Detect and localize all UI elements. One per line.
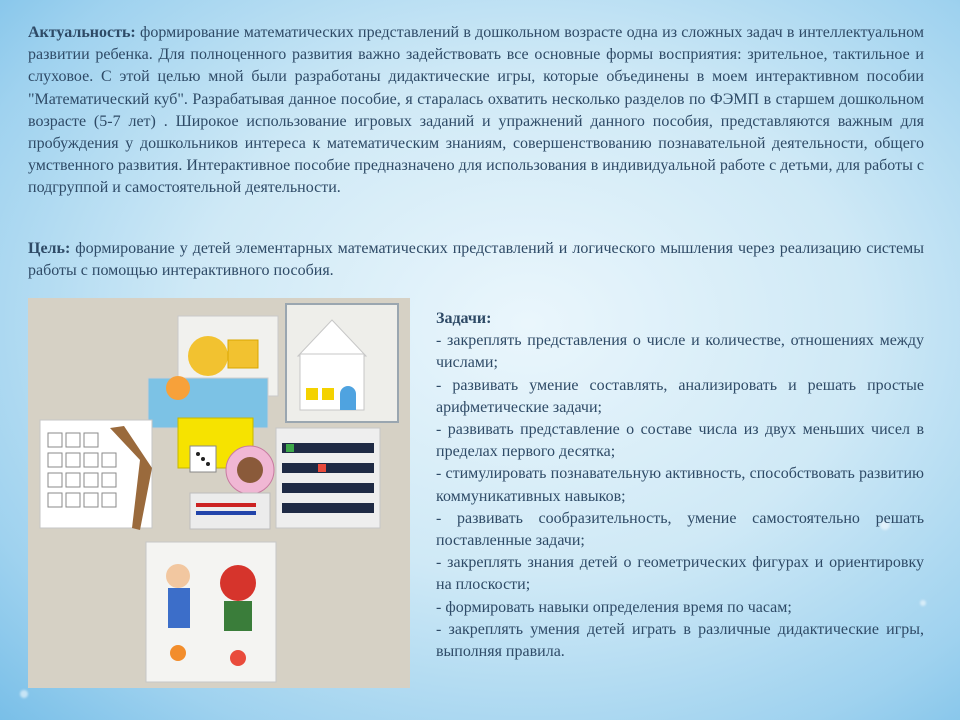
goal-label: Цель:	[28, 240, 71, 257]
math-cube-photo	[28, 298, 410, 688]
task-item: - развивать умение составлять, анализировать и решать простые арифметические задачи;	[436, 376, 924, 416]
task-item: - закреплять умения детей играть в различные дидактические игры, выполняя правила.	[436, 620, 924, 661]
tasks-title: Задачи:	[436, 310, 492, 327]
background-glow	[20, 690, 28, 698]
task-item: - развивать представление о составе числа из двух меньших чисел в пределах первого десятка;	[436, 421, 924, 461]
tasks-section	[436, 308, 924, 663]
goal-text: формирование у детей элементарных математических представлений и логического мышления через реализацию системы работы с помощью интерактивного пособия.	[28, 240, 924, 280]
task-item: - закреплять знания детей о геометрических фигурах и ориентировку на плоскости;	[436, 554, 924, 594]
math-cube-photo-illustration	[28, 298, 410, 688]
task-item: - развивать сообразительность, умение самостоятельно решать поставленные задачи;	[436, 509, 924, 550]
goal-paragraph	[28, 238, 924, 282]
task-item: - формировать навыки определения время по часам;	[436, 598, 792, 616]
task-item: - закреплять представления о числе и количестве, отношениях между числами;	[436, 332, 924, 372]
relevance-paragraph	[28, 22, 924, 200]
relevance-label: Актуальность:	[28, 24, 136, 41]
relevance-text: формирование математических представлений в дошкольном возрасте одна из сложных задач в интеллектуальном развитии ребенка. Для полноценного развития важно задействовать все основные формы восприятия: зрительное, тактильное и слуховое. С этой целью мной были разработаны дидактические игры, которые объединены в моем интерактивном пособии "Математический куб". Разрабатывая данное пособие, я старалась охватить несколько разделов по ФЭМП в старшем дошкольном возрасте (5-7 лет) . Широкое использование игровых заданий и упражнений данного пособия, представляются важным для пробуждения у дошкольников интереса к математическим знаниям, совершенствованию познавательной деятельности, общего умственного развития. Интерактивное пособие предназначено для использования в индивидуальной работе с детьми, для работы с подгруппой и самостоятельной деятельности.	[28, 24, 925, 197]
task-item: - стимулировать познавательную активность, способствовать развитию коммуникативных навыков;	[436, 465, 924, 505]
